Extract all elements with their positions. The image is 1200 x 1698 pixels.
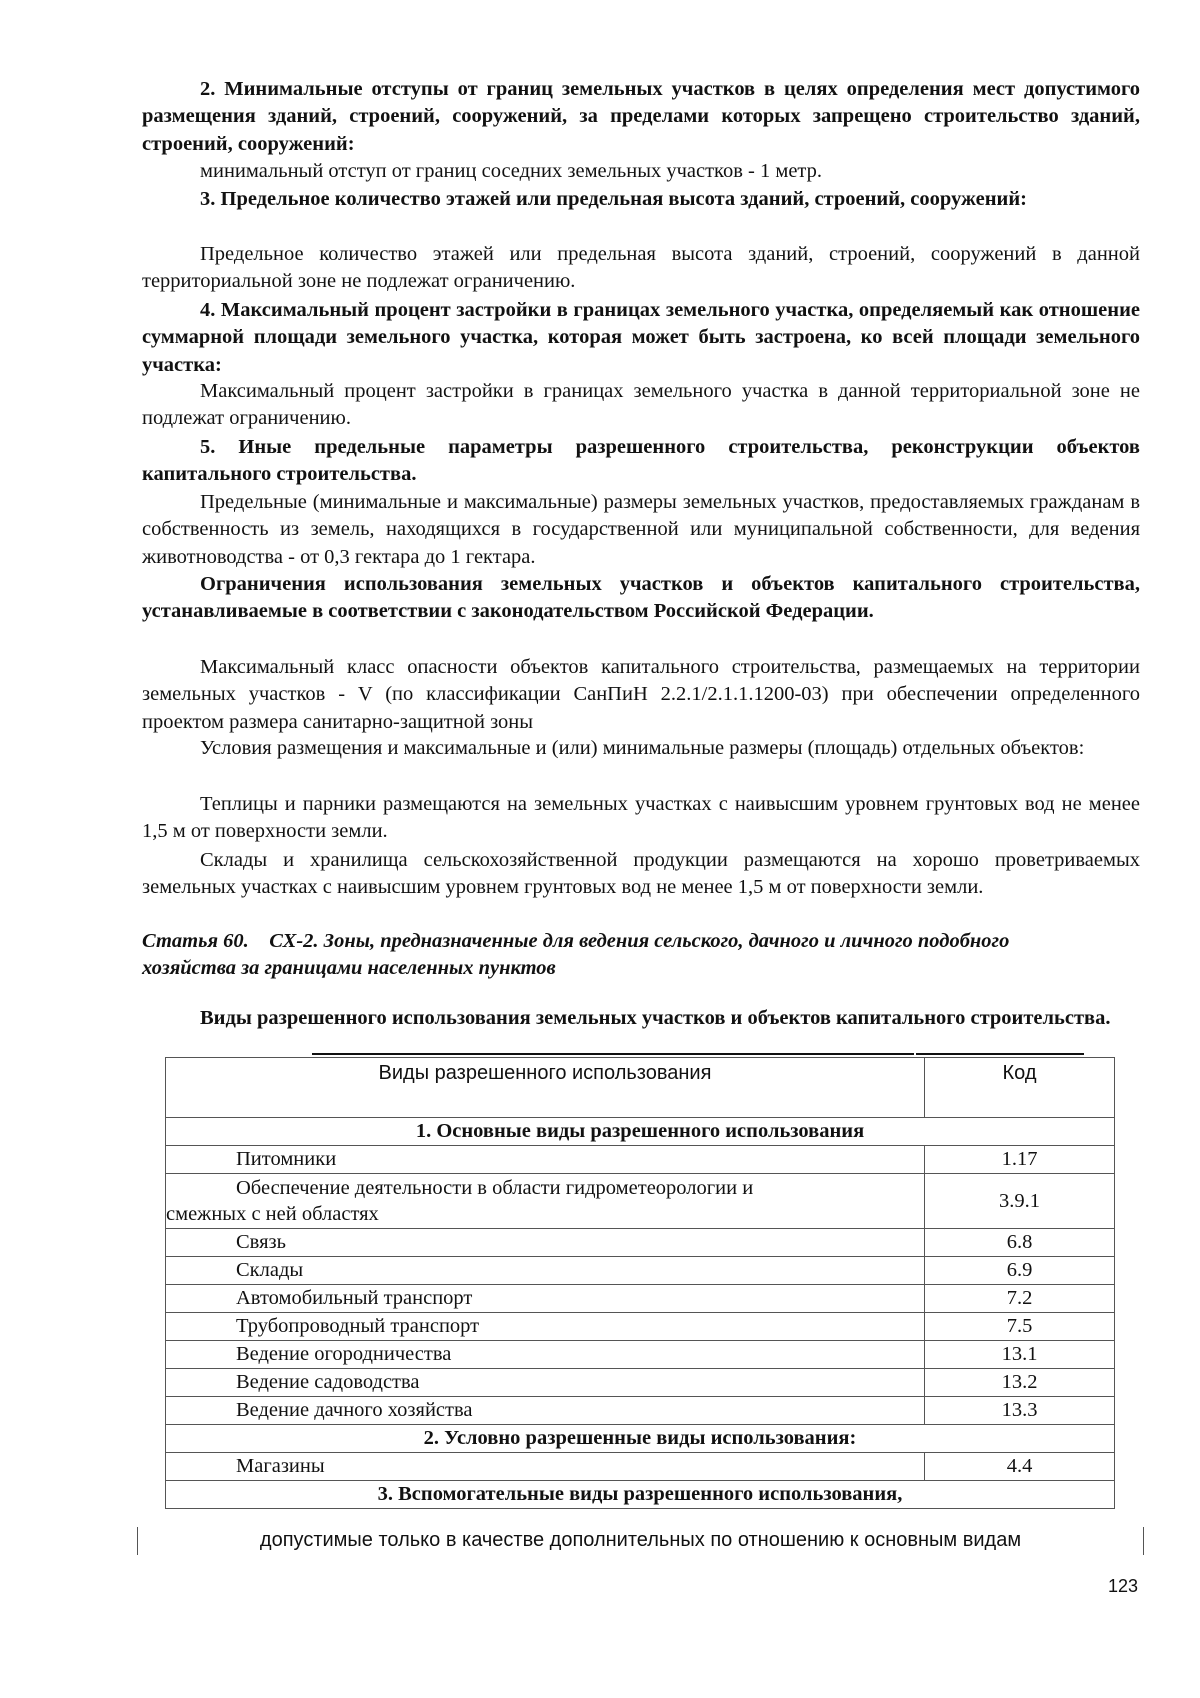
use-code: 3.9.1 [925,1174,1115,1229]
section-2-text: минимальный отступ от границ соседних земельных участков - 1 метр. [200,160,823,182]
section-4-text: Максимальный процент застройки в границах земельного участка в данной территориальной зоне не подлежат ограничению. [142,380,1140,430]
table-row [166,1174,1115,1229]
section-3-heading: 3. Предельное количество этажей или предельная высота зданий, строений, сооружений: [200,188,1027,210]
use-code: 7.2 [925,1285,1115,1313]
restrictions-warehouses: Склады и хранилища сельскохозяйственной продукции размещаются на хорошо проветриваемых земельных участках с наивысшим уровнем грунтовых вод не менее 1,5 м от поверхности земли. [142,849,1140,899]
page-number: 123 [1108,1576,1139,1596]
use-name: Связь [166,1229,925,1257]
section-2-heading: 2. Минимальные отступы от границ земельных участков в целях определения мест допустимого размещения зданий, строений, сооружений, за пределами которых запрещено строительство зданий, строений, сооружений: [142,78,1140,155]
table-row [166,1369,1115,1397]
underline-rule [312,1053,914,1055]
use-name: Ведение садоводства [166,1369,925,1397]
use-name: Магазины [166,1453,925,1481]
table-row [166,1257,1115,1285]
table-row [166,1146,1115,1174]
restrictions-placement-conditions: Условия размещения и максимальные и (или) минимальные размеры (площадь) отдельных объектов: [200,737,1085,759]
permitted-uses-table [165,1057,1115,1509]
use-code: 13.2 [925,1369,1115,1397]
use-code: 4.4 [925,1453,1115,1481]
section-5-heading: 5. Иные предельные параметры разрешенного строительства, реконструкции объектов капитального строительства. [142,436,1140,486]
restrictions-greenhouses: Теплицы и парники размещаются на земельных участках с наивысшим уровнем грунтовых вод не менее 1,5 м от поверхности земли. [142,793,1140,843]
section-4-heading: 4. Максимальный процент застройки в границах земельного участка, определяемый как отношение суммарной площади земельного участка, которая может быть застроена, ко всей площади земельного участка: [142,299,1140,376]
table-row [166,1453,1115,1481]
use-code: 1.17 [925,1146,1115,1174]
use-code: 13.3 [925,1397,1115,1425]
use-code: 7.5 [925,1313,1115,1341]
restrictions-heading: Ограничения использования земельных участков и объектов капитального строительства, устанавливаемые в соответствии с законодательством Российской Федерации. [142,573,1140,623]
section-conditional-uses: 2. Условно разрешенные виды использования: [166,1425,1115,1453]
permitted-uses-heading: Виды разрешенного использования земельных участков и объектов капитального строительства. [200,1007,1111,1029]
use-name: Склады [166,1257,925,1285]
section-5-text: Предельные (минимальные и максимальные) размеры земельных участков, предоставляемых гражданам в собственность из земель, находящихся в государственной или муниципальной собственности, для ведения животноводства - от 0,3 гектара до 1 гектара. [142,491,1140,568]
table-row [166,1229,1115,1257]
use-code: 6.9 [925,1257,1115,1285]
use-name: Трубопроводный транспорт [166,1313,925,1341]
section-basic-uses: 1. Основные виды разрешенного использования [166,1118,1115,1146]
header-code: Код [925,1058,1115,1118]
use-name-line-1: Обеспечение деятельности в области гидрометеорологии и [236,1177,754,1199]
table-row [166,1313,1115,1341]
section-row [166,1425,1115,1453]
section-3-text: Предельное количество этажей или предельная высота зданий, строений, сооружений в данной территориальной зоне не подлежат ограничению. [142,243,1140,293]
table-row [166,1285,1115,1313]
table-row [166,1341,1115,1369]
use-code: 6.8 [925,1229,1115,1257]
section-auxiliary-uses: 3. Вспомогательные виды разрешенного использования, [166,1481,1115,1509]
section-row [166,1481,1115,1509]
article-title: Статья 60. СХ-2. Зоны, предназначенные для ведения сельского, дачного и личного подобного хозяйства за границами населенных пунктов [142,930,1010,980]
table-continued-row: допустимые только в качестве дополнительных по отношению к основным видам [137,1527,1144,1555]
restrictions-hazard-class: Максимальный класс опасности объектов капитального строительства, размещаемых на территории земельных участков - V (по классификации СанПиН 2.2.1/2.1.1.1200-03) при обеспечении определенного проектом размера санитарно-защитной зоны [142,656,1140,733]
table-header-row [166,1058,1115,1118]
use-name: Автомобильный транспорт [166,1285,925,1313]
table-row [166,1397,1115,1425]
use-name [166,1174,925,1229]
underline-rule-2 [916,1053,1084,1055]
section-row [166,1118,1115,1146]
use-name: Ведение дачного хозяйства [166,1397,925,1425]
use-name: Питомники [166,1146,925,1174]
use-name-line-2: смежных с ней областях [166,1203,379,1225]
header-uses: Виды разрешенного использования [166,1058,925,1118]
use-code: 13.1 [925,1341,1115,1369]
use-name: Ведение огородничества [166,1341,925,1369]
